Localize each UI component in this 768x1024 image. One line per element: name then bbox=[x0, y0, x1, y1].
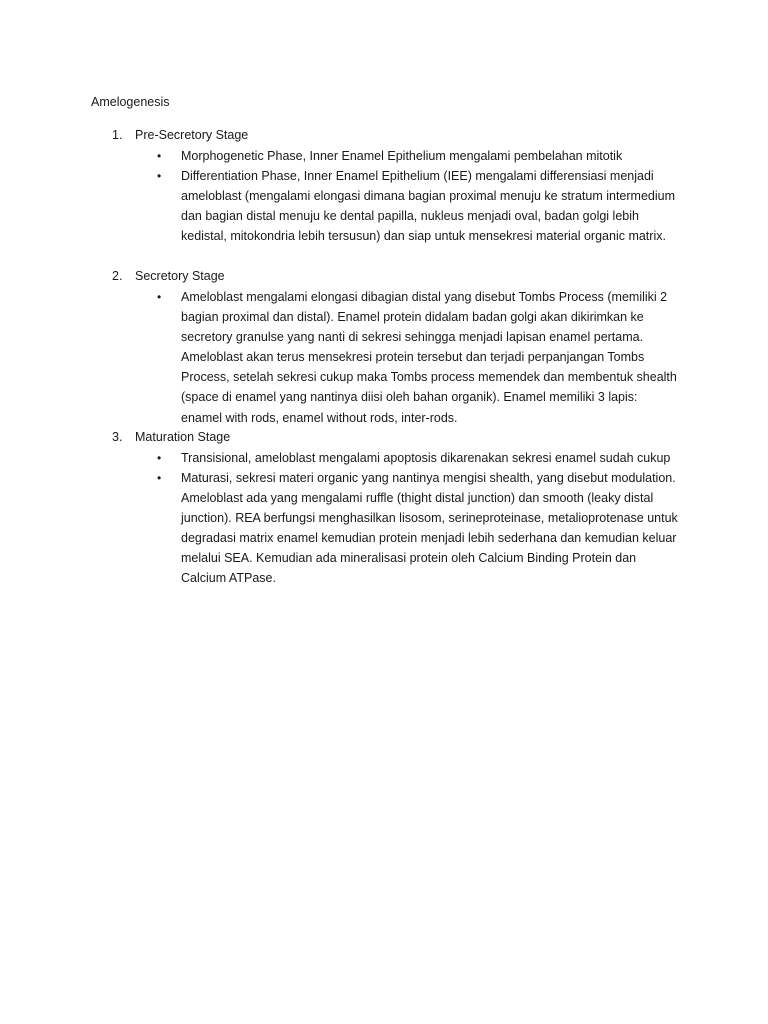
section-label: Secretory Stage bbox=[135, 269, 225, 283]
section-label: Maturation Stage bbox=[135, 430, 231, 444]
bullet-text: Morphogenetic Phase, Inner Enamel Epithelium mengalami pembelahan mitotik bbox=[181, 149, 623, 163]
bullet-marker: • bbox=[157, 451, 162, 465]
bullet-text: Differentiation Phase, Inner Enamel Epithelium (IEE) mengalami differensiasi menjadi ameloblast (mengalami elongasi dimana bagian proximal menuju ke stratum intermedium dan bagian distal menuju ke dental papilla, nukleus menjadi oval, badan golgi lebih kedistal, mitokondria lebih tersusun) dan siap untuk mensekresi material organic matrix. bbox=[181, 169, 675, 244]
bullet-text: Maturasi, sekresi materi organic yang nantinya mengisi shealth, yang disebut modulation. Ameloblast ada yang mengalami ruffle (thight distal junction) dan smooth (leaky distal junction). REA berfungsi menghasilkan lisosom, serineproteinase, metalioprotenase untuk degradasi matrix enamel kemudian protein menjadi lebih sederhana dan kemudian keluar melalui SEA. Kemudian ada mineralisasi protein oleh Calcium Binding Protein dan Calcium ATPase. bbox=[181, 471, 678, 586]
bullet-marker: • bbox=[157, 290, 162, 304]
section-number: 2. bbox=[112, 269, 123, 283]
bullet-marker: • bbox=[157, 471, 162, 485]
section-label: Pre-Secretory Stage bbox=[135, 128, 249, 142]
section-number: 1. bbox=[112, 128, 123, 142]
bullet-text: Ameloblast mengalami elongasi dibagian distal yang disebut Tombs Process (memiliki 2 bagian proximal dan distal). Enamel protein didalam badan golgi akan dikirimkan ke secretory granulse yang nanti di sekresi sehingga menjadi lapisan enamel pertama. Ameloblast akan terus mensekresi protein tersebut dan terjadi perpanjangan Tombs Process, setelah sekresi cukup maka Tombs process memendek dan membentuk shealth (space di enamel yang nantinya diisi oleh bahan organik). Enamel memiliki 3 lapis: enamel with rods, enamel without rods, inter-rods. bbox=[181, 290, 677, 425]
document-title: Amelogenesis bbox=[91, 95, 170, 109]
section-number: 3. bbox=[112, 430, 123, 444]
bullet-marker: • bbox=[157, 149, 162, 163]
bullet-marker: • bbox=[157, 169, 162, 183]
bullet-text: Transisional, ameloblast mengalami apoptosis dikarenakan sekresi enamel sudah cukup bbox=[181, 451, 671, 465]
